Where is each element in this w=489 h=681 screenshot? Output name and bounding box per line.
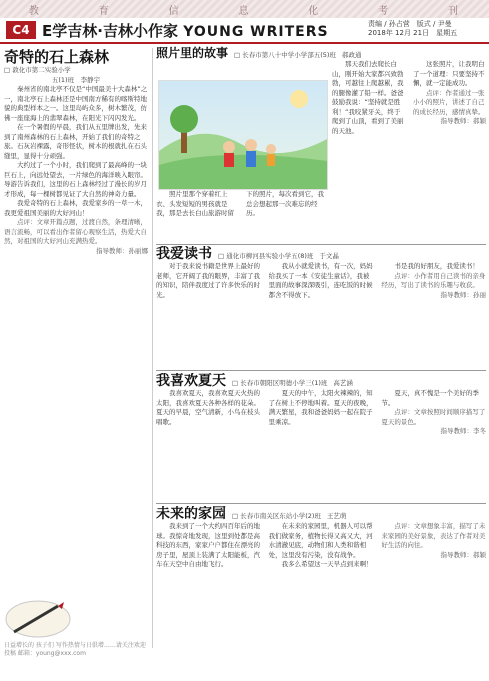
date-line: 2018年 12月 21日 星期五 — [368, 29, 458, 37]
banner-char: 息 — [238, 5, 251, 17]
section-divider — [156, 503, 486, 504]
article-paragraph: 我来到了一个大约四百年后的地球。我惊奇地发现，这里到处都是高科技的东西，家家户户都住在漂亮的房子里，屋顶上装满了太阳能板，汽车在天空中自由地飞行。 — [156, 522, 260, 568]
article-teacher: 指导教师：郝颖 — [440, 550, 486, 559]
article-author: 高艺涵 — [333, 379, 353, 387]
article-photo-story-left — [156, 190, 328, 242]
article-paragraph: 那天我们去爬长白山，刚开始大家都兴致勃勃，可越往上爬越累，我的腿像灌了铅一样。爸爸鼓励我说：“坚持就是胜利！”我咬紧牙关，终于爬到了山顶，看到了美丽的天池。 — [332, 60, 404, 135]
article-paragraph: 夏天的中午，太阳火辣辣的，知了在树上不停地叫着。夏天的夜晚，满天繁星，我和爸爸妈妈一起在院子里乘凉。 — [268, 389, 373, 426]
article-paragraph: 秦州省的南北亭不仅是“中国最美十大森林”之一，南北亭石上森林还是中国南方稀有的喀斯特地貌的典型样本之一。这里岛屿众多，树木繁茂，仿佛一座座海上的翡翠森林，在阳光下闪闪发光。 — [4, 85, 148, 122]
article-school: □ 长春市南关区东站小学(2)班 — [232, 512, 321, 520]
article-comment: 点评：小作者用自己读书的亲身经历，写出了读书的乐趣与收获。 — [381, 271, 486, 289]
article-author: 王艺萌 — [326, 512, 347, 520]
article-title: 照片里的故事 — [156, 46, 229, 60]
article-comment: 点评：文章开篇点题，过渡自然，条理清晰，语言流畅，可以看出作者留心观察生活，热爱大自然，对祖国的大好河山充满热爱。 — [4, 218, 147, 245]
banner-char: 信 — [168, 5, 181, 17]
article-stone-forest — [4, 48, 148, 596]
banner-char: 考 — [378, 5, 391, 17]
article-paragraph: 夏天，真不愧是一个美好的季节。 — [381, 389, 479, 407]
article-love-reading — [156, 246, 486, 366]
article-photo-story-header — [156, 46, 486, 61]
article-paragraph: 书是我的好朋友，我爱读书！ — [394, 262, 479, 270]
article-paragraph: 这张照片，让我明白了一个道理：只要坚持不懈，就一定能成功。 — [413, 60, 485, 87]
banner-char: 刊 — [447, 5, 460, 17]
article-school: □ 长春市朝阳区明德小学三(1)班 — [232, 379, 328, 387]
article-comment: 点评：文章按照时间顺序描写了夏天的景色。 — [381, 408, 486, 426]
masthead-title — [42, 20, 329, 41]
article-title: 我喜欢夏天 — [156, 373, 226, 389]
article-teacher: 指导教师：李冬 — [440, 427, 486, 435]
editor-line: 责编 / 孙占营 版式 / 尹曼 — [368, 20, 452, 28]
article-author: 五(1)班 李静宇 — [51, 75, 101, 84]
landscape-icon — [159, 81, 327, 189]
pen-caption: 日益增长的 孩子们 写作热情与日俱增……请关注欢迎投稿 邮箱：young@xxx.com — [4, 642, 146, 657]
masthead-meta — [368, 20, 457, 38]
article-school: □ 敦化市第二实验小学 — [4, 66, 71, 74]
banner-char: 教 — [28, 5, 41, 17]
article-paragraph: 我喜欢夏天，我喜欢夏天火热的太阳，我喜欢夏天各种各样的花朵。夏天的早晨，空气清新，小鸟在枝头唱歌。 — [156, 389, 260, 426]
article-school: □ 长春市第八十中学小学部五(5)班 — [234, 51, 336, 59]
article-author: 于文晶 — [319, 252, 339, 260]
page-number: C4 — [6, 21, 36, 39]
article-paragraph: 在一个暑假的早晨，我们从五里牌出发，先来到了南州森林的石上森林，开始了我们的奇特之旅。石灰岩裸露，奇形怪状，树木的根就扎在石头缝里，显得十分顽强。 — [4, 123, 147, 160]
top-banner — [0, 0, 489, 18]
article-teacher: 指导教师：郝颖 — [440, 117, 486, 125]
article-teacher: 指导教师：孙丽 — [440, 290, 486, 299]
article-photo-story-right — [332, 60, 486, 242]
article-title: 奇特的石上森林 — [4, 48, 110, 66]
article-school: □ 通化市柳河县实验小学五(8)班 — [218, 252, 314, 260]
masthead-title-en: YOUNG WRITERS — [183, 24, 329, 40]
column-divider — [152, 48, 153, 648]
article-author: 郝政通 — [341, 51, 362, 59]
article-comment: 点评：文章想象丰富，描写了未来家园的美好景象，表达了作者对美好生活的向往。 — [381, 522, 486, 549]
article-paragraph: 我爱奇特的石上森林，我爱家乡的一草一木，我更爱祖国美丽的大好河山！ — [4, 199, 147, 217]
section-divider — [156, 244, 486, 245]
article-paragraph: 我多么希望这一天早点到来啊！ — [281, 560, 373, 568]
article-title: 未来的家园 — [156, 506, 226, 522]
pen-illustration-icon — [4, 598, 72, 640]
article-teacher: 指导教师：孙丽娜 — [96, 246, 148, 255]
section-divider — [156, 370, 486, 371]
article-like-summer — [156, 373, 486, 501]
article-paragraph: 大约过了一个小时，我们爬到了最高峰的一块巨石上，向远处望去，一片绿色的海洋映入眼帘。导游告诉我们，这里的石上森林经过了漫长的岁月才形成，每一棵树都见证了大自然的神奇力量。 — [4, 161, 147, 198]
article-title: 我爱读书 — [156, 246, 212, 262]
article-paragraph: 我从小就爱读书，有一次，妈妈给我买了一本《安徒生童话》，我被里面的故事深深吸引，连吃饭的时候都舍不得放下。 — [268, 262, 373, 299]
article-future-home — [156, 506, 486, 676]
article-paragraph: 对于我来说书籍是世界上最好的老师，它开阔了我的眼界，丰富了我的知识，陪伴我度过了许多快乐的时光。 — [156, 262, 260, 299]
masthead — [0, 20, 489, 44]
banner-char: 育 — [98, 5, 111, 17]
article-comment: 点评：作者通过一张小小的照片，讲述了自己的成长经历，感情真挚。 — [413, 88, 485, 116]
masthead-title-cn: E学吉林·吉林小作家 — [42, 22, 178, 40]
photo-illustration — [158, 80, 328, 190]
banner-char: 化 — [308, 5, 321, 17]
article-paragraph: 在未来的家园里，机器人可以帮我们做家务，植物长得又高又大，河水清澈见底，动物们和人类和谐相处，这里没有污染，没有战争。 — [268, 522, 373, 559]
article-paragraph: 照片里那个穿着红上衣、头发短短的男孩就是我，那是去长白山旅游时留下的照片，每次看到它，我总会想起那一次难忘的经历。 — [156, 190, 324, 217]
